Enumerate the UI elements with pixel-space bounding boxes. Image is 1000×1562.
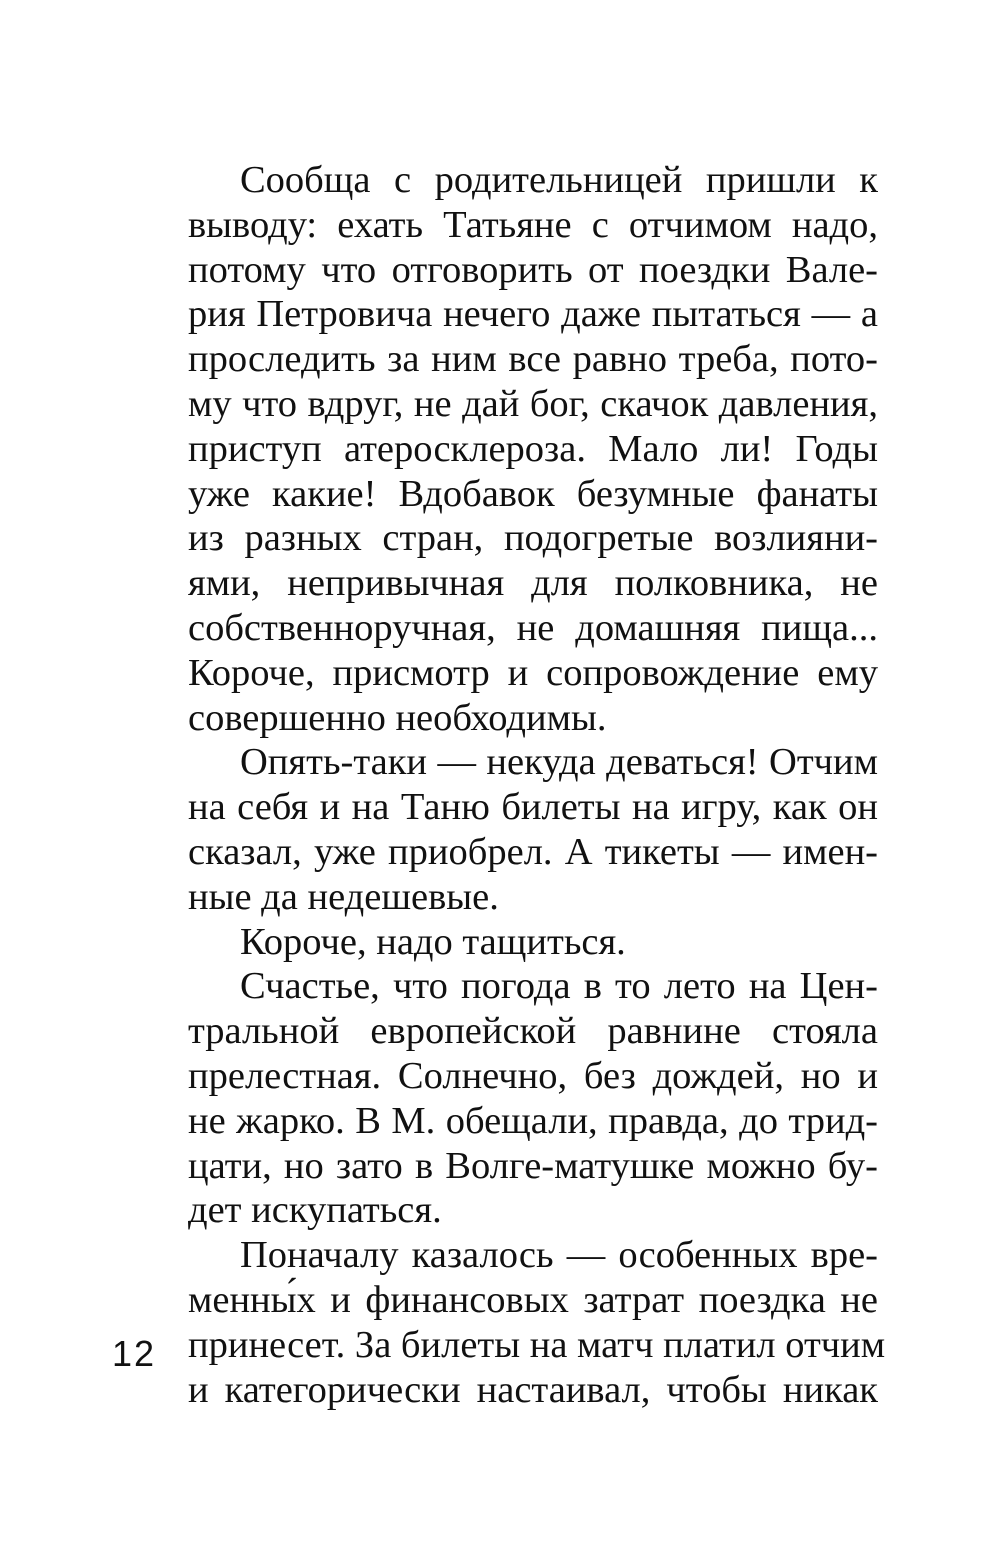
text-line: ями, непривычная для полковника, не bbox=[188, 562, 878, 605]
text-line: выводу: ехать Татьяне с отчимом надо, bbox=[188, 203, 878, 246]
text-line: потому что отговорить от поездки Вале- bbox=[188, 248, 878, 291]
text-line: не жарко. В М. обещали, правда, до трид- bbox=[188, 1099, 878, 1142]
text-line: менны́х и финансовых затрат поездка не bbox=[188, 1278, 878, 1321]
text-line: му что вдруг, не дай бог, скачок давления, bbox=[188, 382, 878, 425]
text-line: собственноручная, не домашняя пища... bbox=[188, 606, 878, 649]
text-line: Опять-таки — некуда деваться! Отчим bbox=[240, 741, 878, 784]
text-line: Сообща с родительницей пришли к bbox=[240, 159, 878, 201]
text-line: уже какие! Вдобавок безумные фанаты bbox=[188, 472, 878, 515]
text-line: принесет. За билеты на матч платил отчим bbox=[188, 1323, 886, 1366]
page-number: 12 bbox=[112, 1333, 157, 1374]
text-line: прелестная. Солнечно, без дождей, но и bbox=[188, 1054, 878, 1097]
text-line: цати, но зато в Волге-матушке можно бу- bbox=[188, 1144, 878, 1187]
text-line: сказал, уже приобрел. А тикеты — имен- bbox=[188, 830, 878, 873]
text-line: проследить за ним все равно треба, пото- bbox=[188, 338, 878, 381]
text-line: и категорически настаивал, чтобы никак bbox=[188, 1368, 878, 1411]
body-text bbox=[188, 158, 886, 1412]
text-line: Короче, присмотр и сопровождение ему bbox=[188, 651, 878, 694]
text-line: тральной европейской равнине стояла bbox=[188, 1010, 878, 1053]
text-line: ные да недешевые. bbox=[188, 875, 499, 918]
text-line: Счастье, что погода в то лето на Цен- bbox=[240, 965, 878, 1008]
text-line: Короче, надо тащиться. bbox=[240, 920, 626, 963]
text-line: приступ атеросклероза. Мало ли! Годы bbox=[188, 427, 878, 470]
text-line: на себя и на Таню билеты на игру, как он bbox=[188, 786, 878, 829]
text-line: дет искупаться. bbox=[188, 1189, 442, 1232]
text-line: совершенно необходимы. bbox=[188, 696, 607, 739]
text-line: из разных стран, подогретые возлияни- bbox=[188, 517, 878, 560]
text-line: Поначалу казалось — особенных вре- bbox=[240, 1234, 878, 1277]
text-line: рия Петровича нечего даже пытаться — а bbox=[188, 293, 878, 336]
